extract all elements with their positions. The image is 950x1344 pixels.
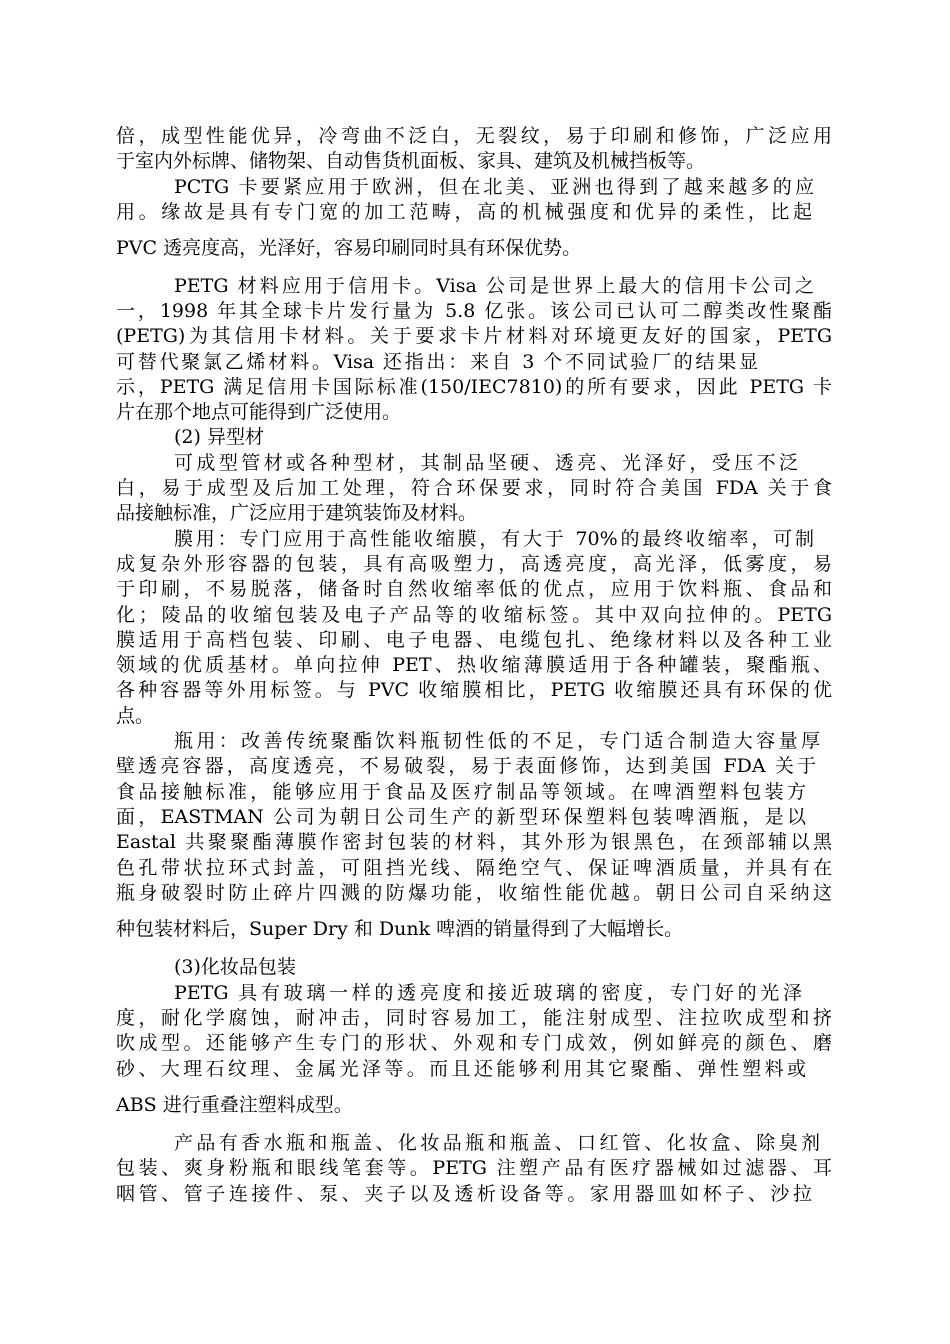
text-line: 膜适用于高档包装、印刷、电子电器、电缆包扎、绝缘材料以及各种工业 <box>116 629 832 651</box>
text-line: 咽管、管子连接件、泵、夹子以及透析设备等。家用器皿如杯子、沙拉 <box>116 1183 812 1205</box>
text-line: 倍，成型性能优异，冷弯曲不泛白，无裂纹，易于印刷和修饰，广泛应用 <box>116 125 832 147</box>
section-heading: (3)化妆品包装 <box>174 956 296 978</box>
text-line: 食品接触标准，能够应用于食品及医疗制品等领域。在啤酒塑料包装方 <box>116 781 806 803</box>
text-line: 面，EASTMAN 公司为朝日公司生产的新型环保塑料包装啤酒瓶，是以 <box>116 806 806 828</box>
text-line: PCTG 卡要紧应用于欧洲，但在北美、亚洲也得到了越来越多的应 <box>174 176 814 198</box>
text-line: 产品有香水瓶和瓶盖、化妆品瓶和瓶盖、口红管、化妆盒、除臭剂 <box>174 1132 820 1154</box>
text-line: PETG 材料应用于信用卡。Visa 公司是世界上最大的信用卡公司之 <box>174 275 814 297</box>
text-line: 点。 <box>116 705 155 727</box>
section-heading: (2) 异型材 <box>174 426 264 448</box>
text-line: 品接触标准，广泛应用于建筑装饰及材料。 <box>116 502 478 524</box>
text-line: 成复杂外形容器的包装，具有高吸塑力，高透亮度，高光泽，低雾度，易 <box>116 553 832 575</box>
text-line: 瓶用：改善传统聚酯饮料瓶韧性低的不足，专门适合制造大容量厚 <box>174 730 820 752</box>
text-line: 瓶身破裂时防止碎片四溅的防爆功能，收缩性能优越。朝日公司自采纳这 <box>116 882 832 904</box>
text-line: 用。缘故是具有专门宽的加工范畴，高的机械强度和优异的柔性，比起 <box>116 201 812 223</box>
text-line: (PETG)为其信用卡材料。关于要求卡片材料对环境更友好的国家，PETG <box>116 325 832 347</box>
text-line: 于印刷，不易脱落，储备时自然收缩率低的优点，应用于饮料瓶、食品和 <box>116 578 832 600</box>
text-line: 于室内外标牌、储物架、自动售货机面板、家具、建筑及机械挡板等。 <box>116 150 706 172</box>
text-line: 白，易于成型及后加工处理，符合环保要求，同时符合美国 FDA 关于食 <box>116 477 832 499</box>
text-line: 色孔带状拉环式封盖，可阻挡光线、隔绝空气、保证啤酒质量，并具有在 <box>116 857 832 879</box>
text-line: ABS 进行重叠注塑料成型。 <box>116 1094 353 1116</box>
text-line: PETG 具有玻璃一样的透亮度和接近玻璃的密度，专门好的光泽 <box>174 982 802 1004</box>
text-line: 砂、大理石纹理、金属光泽等。而且还能够利用其它聚酯、弹性塑料或 <box>116 1058 806 1080</box>
text-line: 示，PETG 满足信用卡国际标准(150/IEC7810)的所有要求，因此 PETG 卡 <box>116 376 832 398</box>
text-line: 度，耐化学腐蚀，耐冲击，同时容易加工，能注射成型、注拉吹成型和挤 <box>116 1007 832 1029</box>
text-line: 壁透亮容器，高度透亮，不易破裂，易于表面修饰，达到美国 FDA 关于 <box>116 755 816 777</box>
text-line: PVC 透亮度高，光泽好，容易印刷同时具有环保优势。 <box>116 237 582 259</box>
text-line: 膜用：专门应用于高性能收缩膜，有大于 70%的最终收缩率，可制 <box>174 528 814 550</box>
text-line: 吹成型。还能够产生专门的形状、外观和专门成效，例如鲜亮的颜色、磨 <box>116 1032 832 1054</box>
text-line: Eastal 共聚聚酯薄膜作密封包装的材料，其外形为银黑色，在颈部辅以黑 <box>116 831 832 853</box>
text-line: 可成型管材或各种型材，其制品坚硬、透亮、光泽好，受压不泛 <box>174 452 798 474</box>
text-line: 片在那个地点可能得到广泛使用。 <box>116 401 402 423</box>
text-line: 一，1998 年其全球卡片发行量为 5.8 亿张。该公司已认可二醇类改性聚酯 <box>116 300 832 322</box>
text-line: 化；陵品的收缩包装及电子产品等的收缩标签。其中双向拉伸的。PETG <box>116 604 832 626</box>
text-line: 可替代聚氯乙烯材料。Visa 还指出：来自 3 个不同试验厂的结果显 <box>116 351 758 373</box>
text-line: 种包装材料后，Super Dry 和 Dunk 啤酒的销量得到了大幅增长。 <box>116 918 684 940</box>
text-line: 包装、爽身粉瓶和眼线笔套等。PETG 注塑产品有医疗器械如过滤器、耳 <box>116 1157 832 1179</box>
text-line: 各种容器等外用标签。与 PVC 收缩膜相比，PETG 收缩膜还具有环保的优 <box>116 679 832 701</box>
text-line: 领域的优质基材。单向拉伸 PET、热收缩薄膜适用于各种罐装，聚酯瓶、 <box>116 654 832 676</box>
